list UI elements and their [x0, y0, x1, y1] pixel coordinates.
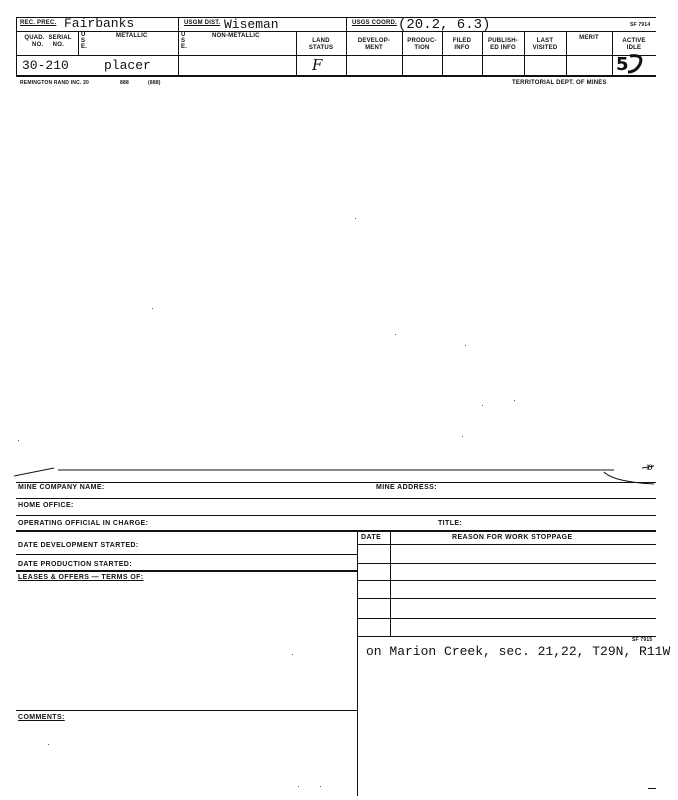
- quad-serial-value: 30-210: [22, 58, 69, 73]
- header-active-idle: ACTIVE IDLE: [622, 38, 646, 51]
- rec-prec-label: REC. PREC.: [20, 20, 57, 26]
- header-production: PRODUC- TION: [407, 38, 437, 51]
- leases-offers-label: LEASES & OFFERS — TERMS OF:: [18, 574, 144, 581]
- merit-mark: 5: [616, 54, 629, 75]
- usgm-dist-label: USGM DIST.: [184, 20, 221, 26]
- mine-address-label: MINE ADDRESS:: [376, 484, 437, 491]
- usgs-coord-value: (20.2, 6.3): [398, 17, 491, 33]
- header-merit: MERIT: [579, 35, 599, 41]
- header-quad-serial: [18, 35, 78, 49]
- header-use: U S E.: [81, 32, 88, 50]
- date-production-started-label: DATE PRODUCTION STARTED:: [18, 561, 132, 568]
- header-development: DEVELOP- MENT: [357, 38, 391, 51]
- handwritten-curve-icon: [626, 52, 650, 76]
- footer-code1: 888: [120, 80, 129, 86]
- operating-official-label: OPERATING OFFICIAL IN CHARGE:: [18, 520, 149, 527]
- date-column-header: DATE: [361, 534, 382, 541]
- form-number-2: SF 7915: [632, 637, 653, 643]
- header-filed-info: FILED INFO: [452, 38, 472, 51]
- header-non-metallic: NON-METALLIC: [212, 33, 260, 39]
- header-no2: NO.: [52, 42, 64, 48]
- header-no1: NO.: [32, 42, 44, 48]
- rec-prec-value: Fairbanks: [64, 16, 135, 31]
- form-number: SF 7914: [630, 22, 651, 28]
- land-status-mark: F: [312, 56, 323, 74]
- footer-right: TERRITORIAL DEPT. OF MINES: [512, 80, 607, 86]
- card-top-edge: [14, 462, 674, 490]
- header-serial: SERIAL: [48, 35, 72, 41]
- header-quad: QUAD.: [24, 35, 45, 41]
- handwritten-mark-icon: ɒ: [646, 462, 653, 473]
- header-metallic: METALLIC: [116, 33, 148, 39]
- usgs-coord-label: USGS COORD.: [352, 20, 397, 26]
- comments-label: COMMENTS:: [18, 714, 65, 721]
- location-note: on Marion Creek, sec. 21,22, T29N, R11W: [366, 644, 671, 659]
- reason-column-header: REASON FOR WORK STOPPAGE: [452, 534, 573, 541]
- mine-company-name-label: MINE COMPANY NAME:: [18, 484, 105, 491]
- usgm-dist-value: Wiseman: [224, 17, 279, 32]
- header-last-visited: LAST VISITED: [532, 38, 558, 51]
- header-land-status: LAND STATUS: [308, 38, 334, 51]
- date-development-started-label: DATE DEVELOPMENT STARTED:: [18, 542, 139, 549]
- header-published-info: PUBLISH- ED INFO: [488, 38, 518, 51]
- footer-left: REMINGTON RAND INC. 20: [20, 80, 90, 86]
- home-office-label: HOME OFFICE:: [18, 502, 74, 509]
- header-use-2: U S E.: [181, 32, 188, 50]
- title-label: TITLE:: [438, 520, 463, 527]
- metallic-value: placer: [104, 58, 151, 73]
- footer-code2: (888): [148, 80, 161, 86]
